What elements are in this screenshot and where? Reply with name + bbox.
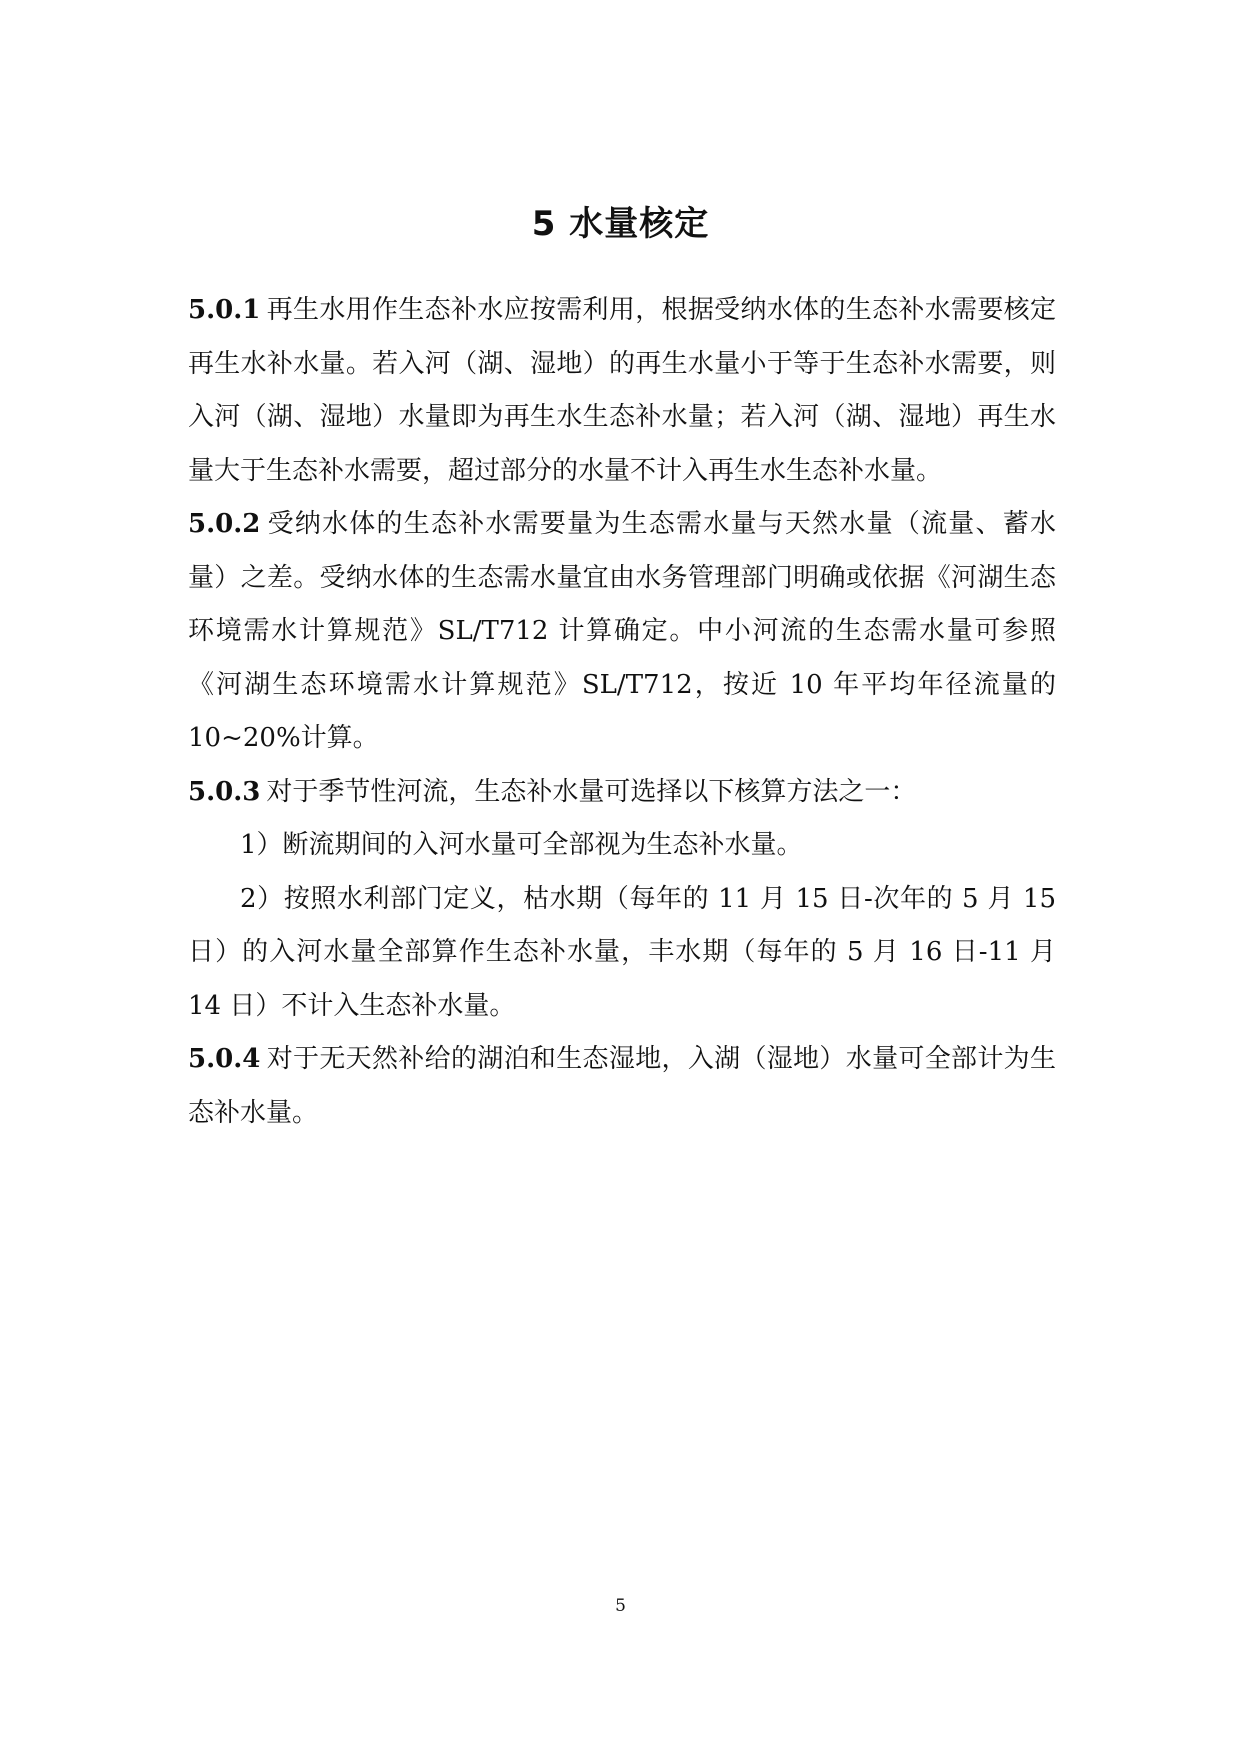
clause-text: 受纳水体的生态补水需要量为生态需水量与天然水量（流量、蓄水量）之差。受纳水体的生态需水量宜由水务管理部门明确或依据《河湖生态环境需水计算规范》SL/T712 计算确定。中小河流的生态需水量可参照《河湖生态环境需水计算规范》SL/T712，按近 10 年平均年径流量的 10~20%计算。 [188,509,1056,753]
clause-number: 5.0.2 [188,509,261,539]
clause-text: 对于无天然补给的湖泊和生态湿地，入湖（湿地）水量可全部计为生态补水量。 [188,1044,1056,1128]
clause-number: 5.0.1 [188,295,261,325]
clause-text: 再生水用作生态补水应按需利用，根据受纳水体的生态补水需要核定再生水补水量。若入河（湖、湿地）的再生水量小于等于生态补水需要，则入河（湖、湿地）水量即为再生水生态补水量；若入河（湖、湿地）再生水量大于生态补水需要，超过部分的水量不计入再生水生态补水量。 [188,295,1056,486]
clause-5-0-1 [188,284,1056,498]
clause-5-0-4 [188,1033,1056,1140]
chapter-body [188,284,1056,1140]
chapter-title: 5 水量核定 [531,204,710,244]
clause-5-0-3-item-2: 2）按照水利部门定义，枯水期（每年的 11 月 15 日-次年的 5 月 15 日）的入河水量全部算作生态补水量，丰水期（每年的 5 月 16 日-11 月 14 日）不计入生态补水量。 [188,883,1056,1021]
clause-5-0-3 [188,766,1056,820]
page-number: 5 [615,1596,626,1616]
clause-text: 对于季节性河流，生态补水量可选择以下核算方法之一： [266,776,917,807]
clause-number: 5.0.3 [188,776,261,807]
clause-5-0-3-item-1: 1）断流期间的入河水量可全部视为生态补水量。 [240,830,803,860]
clause-number: 5.0.4 [188,1044,261,1074]
clause-5-0-2 [188,498,1056,766]
